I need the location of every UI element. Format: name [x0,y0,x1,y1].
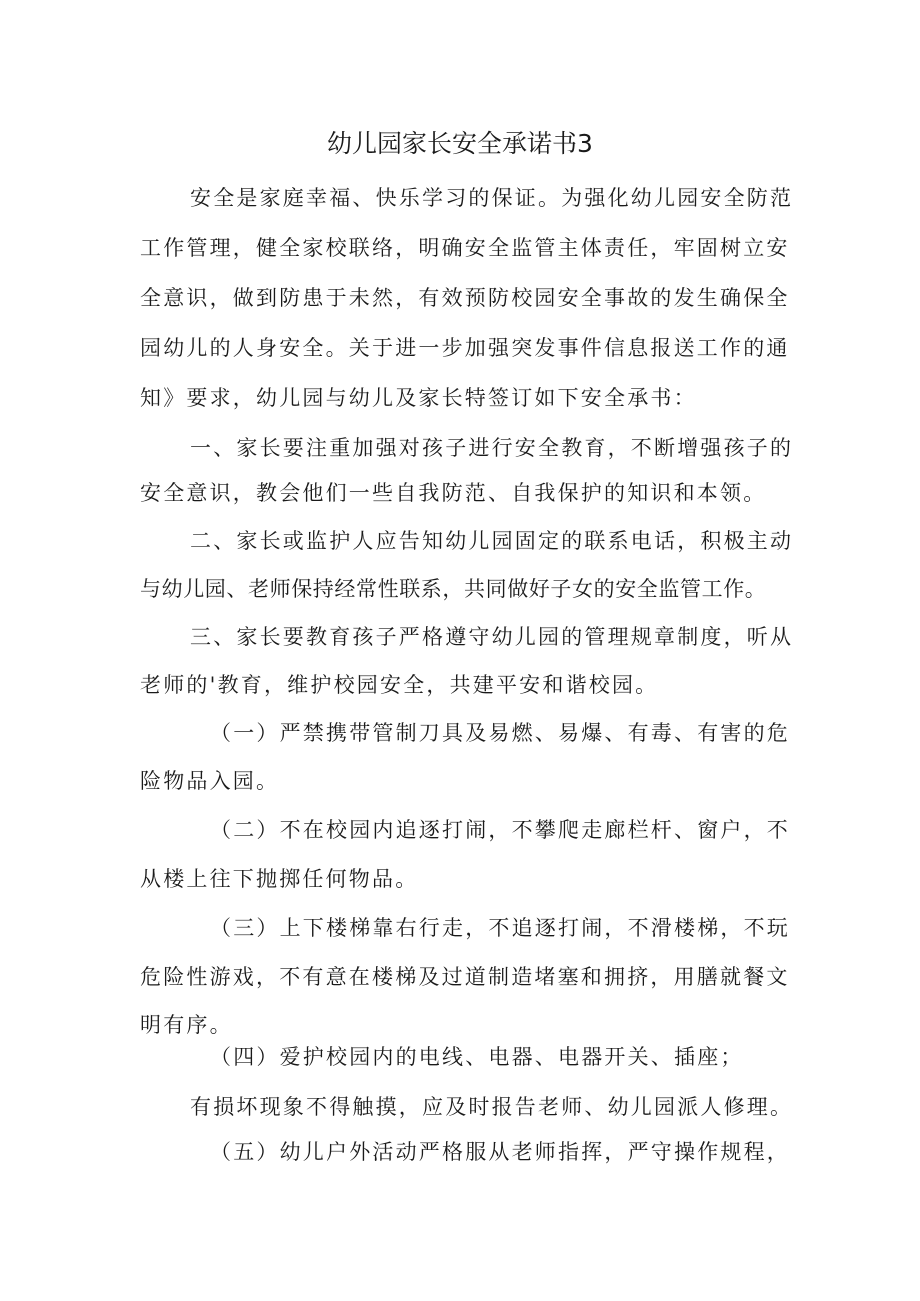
paragraph-line: 园幼儿的人身安全。关于进一步加强突发事件信息报送工作的通 [140,336,790,360]
paragraph-line: 二、家长或监护人应告知幼儿园固定的联系电话，积极主动 [190,529,794,553]
paragraph-line: （四）爱护校园内的电线、电器、电器开关、插座； [210,1045,744,1069]
paragraph-line: 三、家长要教育孩子严格遵守幼儿园的管理规章制度，听从 [190,625,794,649]
paragraph-line: 知》要求，幼儿园与幼儿及家长特签订如下安全承书： [140,386,697,410]
paragraph-line: （三）上下楼梯靠右行走，不追逐打闹，不滑楼梯，不玩 [210,916,790,940]
paragraph-line: 全意识，做到防患于未然，有效预防校园安全事故的发生确保全 [140,286,790,310]
paragraph-line: （一）严禁携带管制刀具及易燃、易爆、有毒、有害的危 [210,721,790,745]
paragraph-line: 危险性游戏，不有意在楼梯及过道制造堵塞和拥挤，用膳就餐文 [140,965,790,989]
paragraph-line: 工作管理，健全家校联络，明确安全监管主体责任，牢固树立安 [140,236,790,260]
paragraph-line: 从楼上往下抛掷任何物品。 [140,867,419,891]
document-title: 幼儿园家长安全承诺书3 [327,129,593,158]
paragraph-line: 一、家长要注重加强对孩子进行安全教育，不断增强孩子的 [190,436,794,460]
paragraph-line: （五）幼儿户外活动严格服从老师指挥，严守操作规程， [210,1140,790,1164]
paragraph-line: 老师的'教育，维护校园安全，共建平安和谐校园。 [140,673,659,697]
paragraph-line: （二）不在校园内追逐打闹，不攀爬走廊栏杆、窗户，不 [210,818,790,842]
paragraph-line: 险物品入园。 [140,769,280,793]
paragraph-line: 安全是家庭幸福、快乐学习的保证。为强化幼儿园安全防范 [190,186,794,210]
paragraph-line: 明有序。 [140,1013,233,1037]
paragraph-line: 有损坏现象不得触摸，应及时报告老师、幼儿园派人修理。 [190,1095,794,1119]
paragraph-line: 与幼儿园、老师保持经常性联系，共同做好子女的安全监管工作。 [140,577,767,601]
paragraph-line: 安全意识，教会他们一些自我防范、自我保护的知识和本领。 [140,481,767,505]
